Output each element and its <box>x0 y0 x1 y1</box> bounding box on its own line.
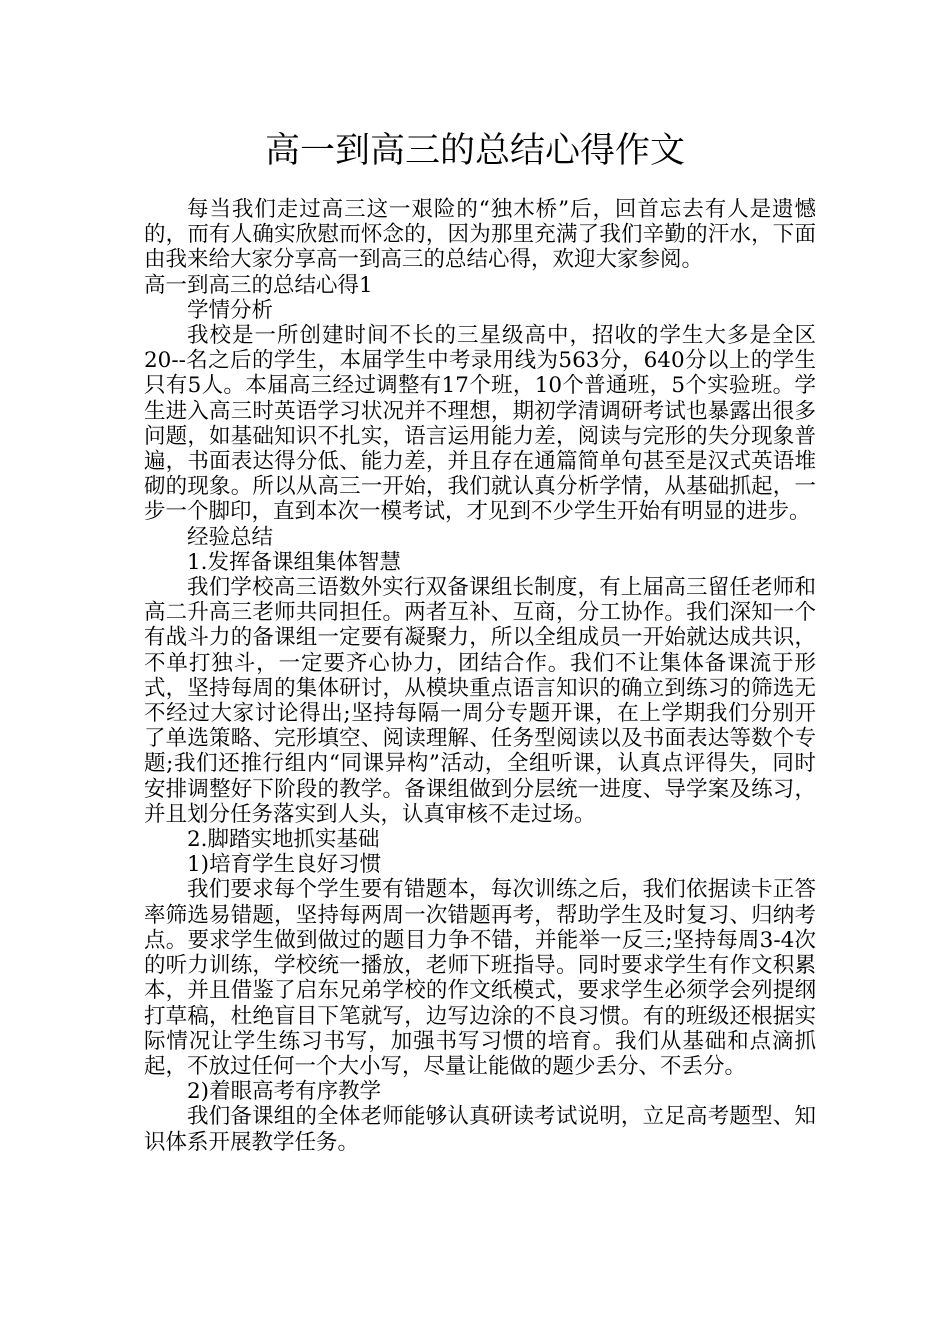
paragraph-good-habits: 我们要求每个学生要有错题本，每次训练之后，我们依据读卡正答率筛选易错题，坚持每两周一次错题再考，帮助学生及时复习、归纳考点。要求学生做到做过的题目力争不错，并能举一反三;坚持每周3-4次的听力训练，学校统一播放，老师下班指导。同时要求学生有作文积累本，并且借鉴了启东兄弟学校的作文纸模式，要求学生必须学会列提纲打草稿，杜绝盲目下笔就写，边写边涂的不良习惯。有的班级还根据实际情况让学生练习书写，加强书写习惯的培育。我们从基础和点滴抓起，不放过任何一个大小写，尽量让能做的题少丢分、不丢分。 <box>144 877 816 1079</box>
section-heading-1: 高一到高三的总结心得1 <box>144 272 373 298</box>
paragraph-orderly-teaching: 我们备课组的全体老师能够认真研读考试说明，立足高考题型、知识体系开展教学任务。 <box>144 1104 816 1155</box>
subheading-point-2-2: 2)着眼高考有序教学 <box>187 1079 382 1105</box>
subheading-experience-summary: 经验总结 <box>187 524 274 550</box>
subheading-situation-analysis: 学情分析 <box>187 297 274 323</box>
paragraph-intro: 每当我们走过高三这一艰险的“独木桥”后，回首忘去有人是遗憾的，而有人确实欣慰而怀念的，因为那里充满了我们辛勤的汗水，下面由我来给大家分享高一到高三的总结心得，欢迎大家参阅。 <box>144 197 816 273</box>
document-title: 高一到高三的总结心得作文 <box>264 131 685 171</box>
paragraph-situation: 我校是一所创建时间不长的三星级高中，招收的学生大多是全区20--名之后的学生，本届学生中考录用线为563分，640分以上的学生只有5人。本届高三经过调整有17个班，10个普通班，5个实验班。学生进入高三时英语学习状况并不理想，期初学清调研考试也暴露出很多问题，如基础知识不扎实，语言运用能力差，阅读与完形的失分现象普遍，书面表达得分低、能力差，并且存在通篇简单句甚至是汉式英语堆砌的现象。所以从高三一开始，我们就认真分析学情，从基础抓起，一步一个脚印，直到本次一模考试，才见到不少学生开始有明显的进步。 <box>144 323 816 525</box>
subheading-point-2: 2.脚踏实地抓实基础 <box>187 827 380 853</box>
document-body <box>144 197 816 1155</box>
paragraph-collective-wisdom: 我们学校高三语数外实行双备课组长制度，有上届高三留任老师和高二升高三老师共同担任。两者互补、互商，分工协作。我们深知一个有战斗力的备课组一定要有凝聚力，所以全组成员一开始就达成共识，不单打独斗，一定要齐心协力，团结合作。我们不让集体备课流于形式，坚持每周的集体研讨，从模块重点语言知识的确立到练习的筛选无不经过大家讨论得出;坚持每隔一周分专题开课，在上学期我们分别开了单选策略、完形填空、阅读理解、任务型阅读以及书面表达等数个专题;我们还推行组内“同课异构”活动，全组听课，认真点评得失，同时安排调整好下阶段的教学。备课组做到分层统一进度、导学案及练习，并且划分任务落实到人头，认真审核不走过场。 <box>144 575 816 827</box>
subheading-point-1: 1.发挥备课组集体智慧 <box>187 549 402 575</box>
subheading-point-2-1: 1)培育学生良好习惯 <box>187 852 382 878</box>
